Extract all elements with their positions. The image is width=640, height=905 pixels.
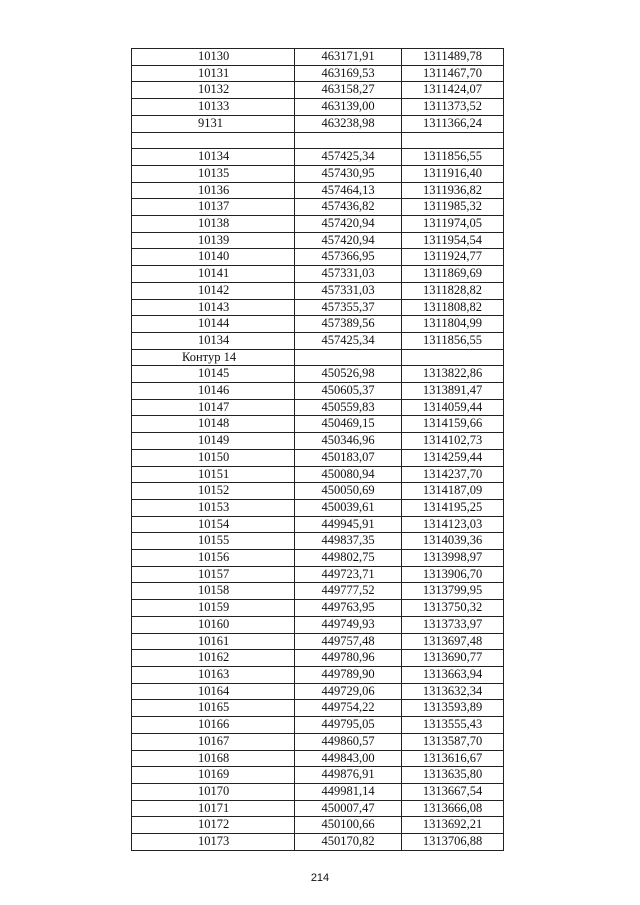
- table-row: [132, 767, 504, 784]
- y-coordinate-cell: 1314123,03: [402, 516, 504, 533]
- y-coordinate-cell: 1313692,21: [402, 817, 504, 834]
- point-number-cell: 10171: [132, 800, 295, 817]
- y-coordinate-cell: 1311869,69: [402, 266, 504, 283]
- point-number-cell: 10142: [132, 282, 295, 299]
- coordinates-table-body: [132, 49, 504, 851]
- table-row: [132, 49, 504, 66]
- x-coordinate-cell: 449729,06: [295, 683, 402, 700]
- table-row: [132, 783, 504, 800]
- table-row: [132, 82, 504, 99]
- table-row: [132, 99, 504, 116]
- y-coordinate-cell: 1313906,70: [402, 566, 504, 583]
- table-row: [132, 199, 504, 216]
- point-number-cell: 10133: [132, 99, 295, 116]
- x-coordinate-cell: 450469,15: [295, 416, 402, 433]
- point-number-cell: 10168: [132, 750, 295, 767]
- y-coordinate-cell: 1313555,43: [402, 717, 504, 734]
- x-coordinate-cell: 463158,27: [295, 82, 402, 99]
- y-coordinate-cell: 1311808,82: [402, 299, 504, 316]
- point-number-cell: 10166: [132, 717, 295, 734]
- x-coordinate-cell: 449763,95: [295, 600, 402, 617]
- x-coordinate-cell: 450605,37: [295, 383, 402, 400]
- table-row: [132, 132, 504, 149]
- x-coordinate-cell: 449777,52: [295, 583, 402, 600]
- table-row: [132, 182, 504, 199]
- y-coordinate-cell: 1311924,77: [402, 249, 504, 266]
- x-coordinate-cell: 449802,75: [295, 550, 402, 567]
- table-row: [132, 299, 504, 316]
- table-row: [132, 349, 504, 366]
- point-number-cell: 10130: [132, 49, 295, 66]
- table-row: [132, 282, 504, 299]
- y-coordinate-cell: 1311828,82: [402, 282, 504, 299]
- point-number-cell: 10151: [132, 466, 295, 483]
- point-number-cell: 10162: [132, 650, 295, 667]
- x-coordinate-cell: 463139,00: [295, 99, 402, 116]
- point-number-cell: 10139: [132, 232, 295, 249]
- x-coordinate-cell: 457425,34: [295, 149, 402, 166]
- y-coordinate-cell: 1313690,77: [402, 650, 504, 667]
- table-row: [132, 433, 504, 450]
- point-number-cell: 10143: [132, 299, 295, 316]
- y-coordinate-cell: 1313697,48: [402, 633, 504, 650]
- x-coordinate-cell: 450039,61: [295, 499, 402, 516]
- table-row: [132, 667, 504, 684]
- x-coordinate-cell: 449981,14: [295, 783, 402, 800]
- table-row: [132, 750, 504, 767]
- table-row: [132, 516, 504, 533]
- point-number-cell: 10154: [132, 516, 295, 533]
- x-coordinate-cell: 449757,48: [295, 633, 402, 650]
- y-coordinate-cell: 1311424,07: [402, 82, 504, 99]
- x-coordinate-cell: [295, 349, 402, 366]
- table-row: [132, 483, 504, 500]
- x-coordinate-cell: 457331,03: [295, 282, 402, 299]
- y-coordinate-cell: 1311366,24: [402, 115, 504, 132]
- table-row: [132, 800, 504, 817]
- page-number: 214: [310, 872, 330, 884]
- table-row: [132, 583, 504, 600]
- y-coordinate-cell: 1313706,88: [402, 834, 504, 851]
- point-number-cell: 10164: [132, 683, 295, 700]
- table-row: [132, 650, 504, 667]
- x-coordinate-cell: 449945,91: [295, 516, 402, 533]
- table-row: [132, 633, 504, 650]
- point-number-cell: [132, 132, 295, 149]
- y-coordinate-cell: 1314159,66: [402, 416, 504, 433]
- y-coordinate-cell: 1314187,09: [402, 483, 504, 500]
- x-coordinate-cell: 457425,34: [295, 332, 402, 349]
- point-number-cell: 10167: [132, 733, 295, 750]
- y-coordinate-cell: 1311856,55: [402, 149, 504, 166]
- point-number-cell: 10136: [132, 182, 295, 199]
- point-number-cell: 10152: [132, 483, 295, 500]
- table-row: [132, 533, 504, 550]
- y-coordinate-cell: 1313616,67: [402, 750, 504, 767]
- point-number-cell: 10150: [132, 449, 295, 466]
- x-coordinate-cell: 450559,83: [295, 399, 402, 416]
- x-coordinate-cell: 449723,71: [295, 566, 402, 583]
- x-coordinate-cell: 457366,95: [295, 249, 402, 266]
- table-row: [132, 65, 504, 82]
- point-number-cell: 10160: [132, 616, 295, 633]
- table-row: [132, 717, 504, 734]
- point-number-cell: 10163: [132, 667, 295, 684]
- x-coordinate-cell: 463171,91: [295, 49, 402, 66]
- point-number-cell: 10147: [132, 399, 295, 416]
- x-coordinate-cell: 449876,91: [295, 767, 402, 784]
- point-number-cell: 10159: [132, 600, 295, 617]
- x-coordinate-cell: 450050,69: [295, 483, 402, 500]
- x-coordinate-cell: 449795,05: [295, 717, 402, 734]
- y-coordinate-cell: 1311804,99: [402, 316, 504, 333]
- x-coordinate-cell: 457430,95: [295, 165, 402, 182]
- point-number-cell: 10149: [132, 433, 295, 450]
- x-coordinate-cell: 457436,82: [295, 199, 402, 216]
- point-number-cell: 10170: [132, 783, 295, 800]
- y-coordinate-cell: 1313667,54: [402, 783, 504, 800]
- point-number-cell: 10153: [132, 499, 295, 516]
- table-row: [132, 550, 504, 567]
- table-row: [132, 399, 504, 416]
- point-number-cell: 10165: [132, 700, 295, 717]
- point-number-cell: 10157: [132, 566, 295, 583]
- x-coordinate-cell: 450183,07: [295, 449, 402, 466]
- point-number-cell: 10156: [132, 550, 295, 567]
- point-number-cell: 10138: [132, 216, 295, 233]
- x-coordinate-cell: 450526,98: [295, 366, 402, 383]
- x-coordinate-cell: 450007,47: [295, 800, 402, 817]
- x-coordinate-cell: 457420,94: [295, 232, 402, 249]
- x-coordinate-cell: 449843,00: [295, 750, 402, 767]
- table-row: [132, 115, 504, 132]
- point-number-cell: 10137: [132, 199, 295, 216]
- table-row: [132, 149, 504, 166]
- y-coordinate-cell: 1313750,32: [402, 600, 504, 617]
- y-coordinate-cell: 1314039,36: [402, 533, 504, 550]
- y-coordinate-cell: 1313799,95: [402, 583, 504, 600]
- x-coordinate-cell: 457331,03: [295, 266, 402, 283]
- point-number-cell: 10145: [132, 366, 295, 383]
- y-coordinate-cell: 1314195,25: [402, 499, 504, 516]
- table-row: [132, 616, 504, 633]
- y-coordinate-cell: [402, 132, 504, 149]
- y-coordinate-cell: 1311467,70: [402, 65, 504, 82]
- y-coordinate-cell: 1313663,94: [402, 667, 504, 684]
- point-number-cell: 10146: [132, 383, 295, 400]
- y-coordinate-cell: 1314059,44: [402, 399, 504, 416]
- coordinates-table: [131, 48, 504, 851]
- table-row: [132, 733, 504, 750]
- y-coordinate-cell: 1313632,34: [402, 683, 504, 700]
- point-number-cell: 10134: [132, 332, 295, 349]
- y-coordinate-cell: 1313822,86: [402, 366, 504, 383]
- point-number-cell: 10169: [132, 767, 295, 784]
- x-coordinate-cell: 457464,13: [295, 182, 402, 199]
- x-coordinate-cell: 450346,96: [295, 433, 402, 450]
- y-coordinate-cell: 1311985,32: [402, 199, 504, 216]
- table-row: [132, 266, 504, 283]
- x-coordinate-cell: [295, 132, 402, 149]
- table-row: [132, 416, 504, 433]
- x-coordinate-cell: 450170,82: [295, 834, 402, 851]
- point-number-cell: 10161: [132, 633, 295, 650]
- y-coordinate-cell: 1313891,47: [402, 383, 504, 400]
- y-coordinate-cell: 1313666,08: [402, 800, 504, 817]
- point-number-cell: 10144: [132, 316, 295, 333]
- point-number-cell: 10172: [132, 817, 295, 834]
- y-coordinate-cell: 1311954,54: [402, 232, 504, 249]
- table-row: [132, 817, 504, 834]
- point-number-cell: 10158: [132, 583, 295, 600]
- table-row: [132, 466, 504, 483]
- x-coordinate-cell: 449754,22: [295, 700, 402, 717]
- y-coordinate-cell: 1313998,97: [402, 550, 504, 567]
- x-coordinate-cell: 450080,94: [295, 466, 402, 483]
- table-row: [132, 366, 504, 383]
- x-coordinate-cell: 457355,37: [295, 299, 402, 316]
- table-row: [132, 165, 504, 182]
- point-number-cell: 10141: [132, 266, 295, 283]
- point-number-cell: 10135: [132, 165, 295, 182]
- point-number-cell: 10134: [132, 149, 295, 166]
- y-coordinate-cell: 1313635,80: [402, 767, 504, 784]
- y-coordinate-cell: 1311489,78: [402, 49, 504, 66]
- y-coordinate-cell: 1314259,44: [402, 449, 504, 466]
- x-coordinate-cell: 457389,56: [295, 316, 402, 333]
- y-coordinate-cell: 1311916,40: [402, 165, 504, 182]
- point-number-cell: 10148: [132, 416, 295, 433]
- y-coordinate-cell: 1311856,55: [402, 332, 504, 349]
- table-row: [132, 700, 504, 717]
- table-row: [132, 683, 504, 700]
- point-number-cell: 10155: [132, 533, 295, 550]
- y-coordinate-cell: [402, 349, 504, 366]
- y-coordinate-cell: 1313587,70: [402, 733, 504, 750]
- table-row: [132, 249, 504, 266]
- table-row: [132, 232, 504, 249]
- point-number-cell: Контур 14: [132, 349, 295, 366]
- table-row: [132, 383, 504, 400]
- y-coordinate-cell: 1314237,70: [402, 466, 504, 483]
- y-coordinate-cell: 1311373,52: [402, 99, 504, 116]
- x-coordinate-cell: 449780,96: [295, 650, 402, 667]
- y-coordinate-cell: 1311936,82: [402, 182, 504, 199]
- y-coordinate-cell: 1313733,97: [402, 616, 504, 633]
- x-coordinate-cell: 449749,93: [295, 616, 402, 633]
- x-coordinate-cell: 463169,53: [295, 65, 402, 82]
- table-row: [132, 449, 504, 466]
- table-row: [132, 216, 504, 233]
- point-number-cell: 10131: [132, 65, 295, 82]
- point-number-cell: 10173: [132, 834, 295, 851]
- point-number-cell: 10132: [132, 82, 295, 99]
- x-coordinate-cell: 457420,94: [295, 216, 402, 233]
- x-coordinate-cell: 450100,66: [295, 817, 402, 834]
- table-row: [132, 600, 504, 617]
- y-coordinate-cell: 1314102,73: [402, 433, 504, 450]
- x-coordinate-cell: 449860,57: [295, 733, 402, 750]
- point-number-cell: 10140: [132, 249, 295, 266]
- x-coordinate-cell: 449837,35: [295, 533, 402, 550]
- y-coordinate-cell: 1313593,89: [402, 700, 504, 717]
- point-number-cell: 9131: [132, 115, 295, 132]
- table-row: [132, 834, 504, 851]
- table-row: [132, 316, 504, 333]
- x-coordinate-cell: 449789,90: [295, 667, 402, 684]
- table-row: [132, 499, 504, 516]
- table-row: [132, 332, 504, 349]
- x-coordinate-cell: 463238,98: [295, 115, 402, 132]
- y-coordinate-cell: 1311974,05: [402, 216, 504, 233]
- table-row: [132, 566, 504, 583]
